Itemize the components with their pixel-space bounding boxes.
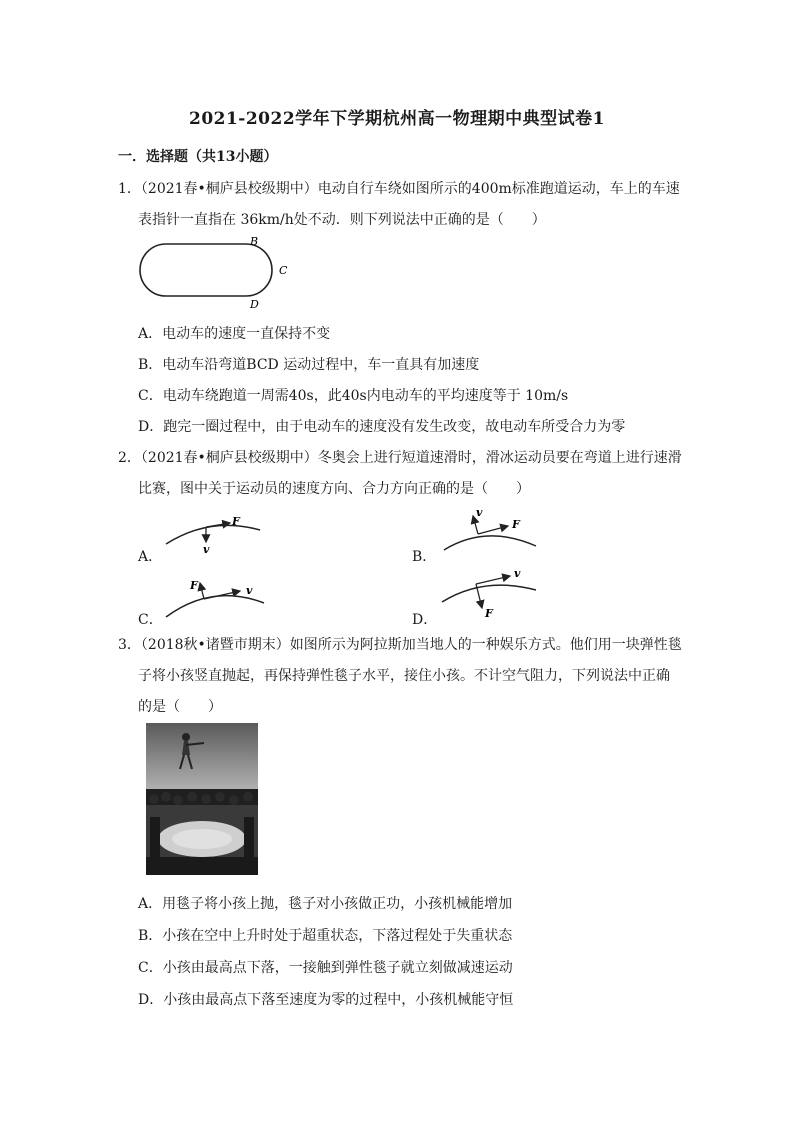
track-label-b: B <box>250 235 259 248</box>
velocity-label: v <box>246 584 253 597</box>
question-1-track-figure <box>130 232 300 312</box>
page-title: 2021-2022学年下学期杭州高一物理期中典型试卷1 <box>188 109 605 129</box>
question-1-option-d[interactable]: D．跑完一圈过程中，由于电动车的速度没有发生改变，故电动车所受合力为零 <box>138 419 626 435</box>
track-oval <box>140 244 272 296</box>
question-3-option-b[interactable]: B．小孩在空中上升时处于超重状态，下落过程处于失重状态 <box>138 928 513 944</box>
force-label: F <box>190 579 198 592</box>
question-3-text-line-1: 3．（2018秋•诸暨市期末）如图所示为阿拉斯加当地人的一种娱乐方式。他们用一块弹性毯 <box>118 637 682 653</box>
force-arrow <box>478 526 508 534</box>
question-2-text-line-1: 2．（2021春•桐庐县校级期中）冬奥会上进行短道速滑时，滑冰运动员要在弯道上进行速滑 <box>118 450 682 466</box>
question-2-option-b-figure[interactable] <box>438 506 548 556</box>
question-2-text-line-2: 比赛，图中关于运动员的速度方向、合力方向正确的是（ ） <box>138 481 530 497</box>
blanket-toss-photo <box>146 723 258 875</box>
question-3-option-c[interactable]: C．小孩由最高点下落，一接触到弹性毯子就立刻做减速运动 <box>138 960 513 976</box>
velocity-arrow <box>204 591 240 599</box>
force-label: F <box>485 607 493 620</box>
force-label: F <box>232 515 240 528</box>
track-label-d: D <box>250 298 259 311</box>
question-1-text-line-1: 1．（2021春•桐庐县校级期中）电动自行车绕如图所示的400m标准跑道运动，车上的车速 <box>118 181 680 197</box>
question-2-option-a-figure[interactable] <box>160 510 270 560</box>
track-label-c: C <box>279 264 288 277</box>
velocity-label: v <box>476 506 483 519</box>
question-3-text-line-3: 的是（ ） <box>138 699 222 715</box>
curve-path <box>444 536 536 550</box>
curve-path <box>442 585 536 602</box>
question-2-option-b-label[interactable]: B． <box>412 549 437 565</box>
question-1-option-b[interactable]: B．电动车沿弯道BCD 运动过程中，车一直具有加速度 <box>138 357 480 373</box>
question-1-option-a[interactable]: A．电动车的速度一直保持不变 <box>138 326 331 342</box>
question-2-option-c-label[interactable]: C． <box>138 612 163 628</box>
velocity-label: v <box>203 543 210 556</box>
question-3-option-a[interactable]: A．用毯子将小孩上抛，毯子对小孩做正功，小孩机械能增加 <box>138 896 513 912</box>
question-3-option-d[interactable]: D．小孩由最高点下落至速度为零的过程中，小孩机械能守恒 <box>138 992 514 1008</box>
question-2-option-d-label[interactable]: D． <box>412 612 438 628</box>
question-1-option-c[interactable]: C．电动车绕跑道一周需40s，此40s内电动车的平均速度等于 10m/s <box>138 388 569 404</box>
force-label: F <box>512 518 520 531</box>
question-3-photo <box>146 723 258 875</box>
question-2-option-c-figure[interactable] <box>160 577 280 625</box>
velocity-label: v <box>514 567 521 580</box>
question-2-option-a-label[interactable]: A． <box>138 549 163 565</box>
question-2-option-d-figure[interactable] <box>436 564 546 624</box>
force-arrow <box>200 583 204 599</box>
velocity-arrow <box>476 576 510 584</box>
question-1-text-line-2: 表指针一直指在 36km/h处不动．则下列说法中正确的是（ ） <box>138 212 546 228</box>
curve-path <box>166 596 264 617</box>
question-3-text-line-2: 子将小孩竖直抛起，再保持弹性毯子水平，接住小孩。不计空气阻力，下列说法中正确 <box>138 668 670 684</box>
curve-path <box>166 525 260 544</box>
section-heading: 一．选择题（共13小题） <box>118 149 278 165</box>
